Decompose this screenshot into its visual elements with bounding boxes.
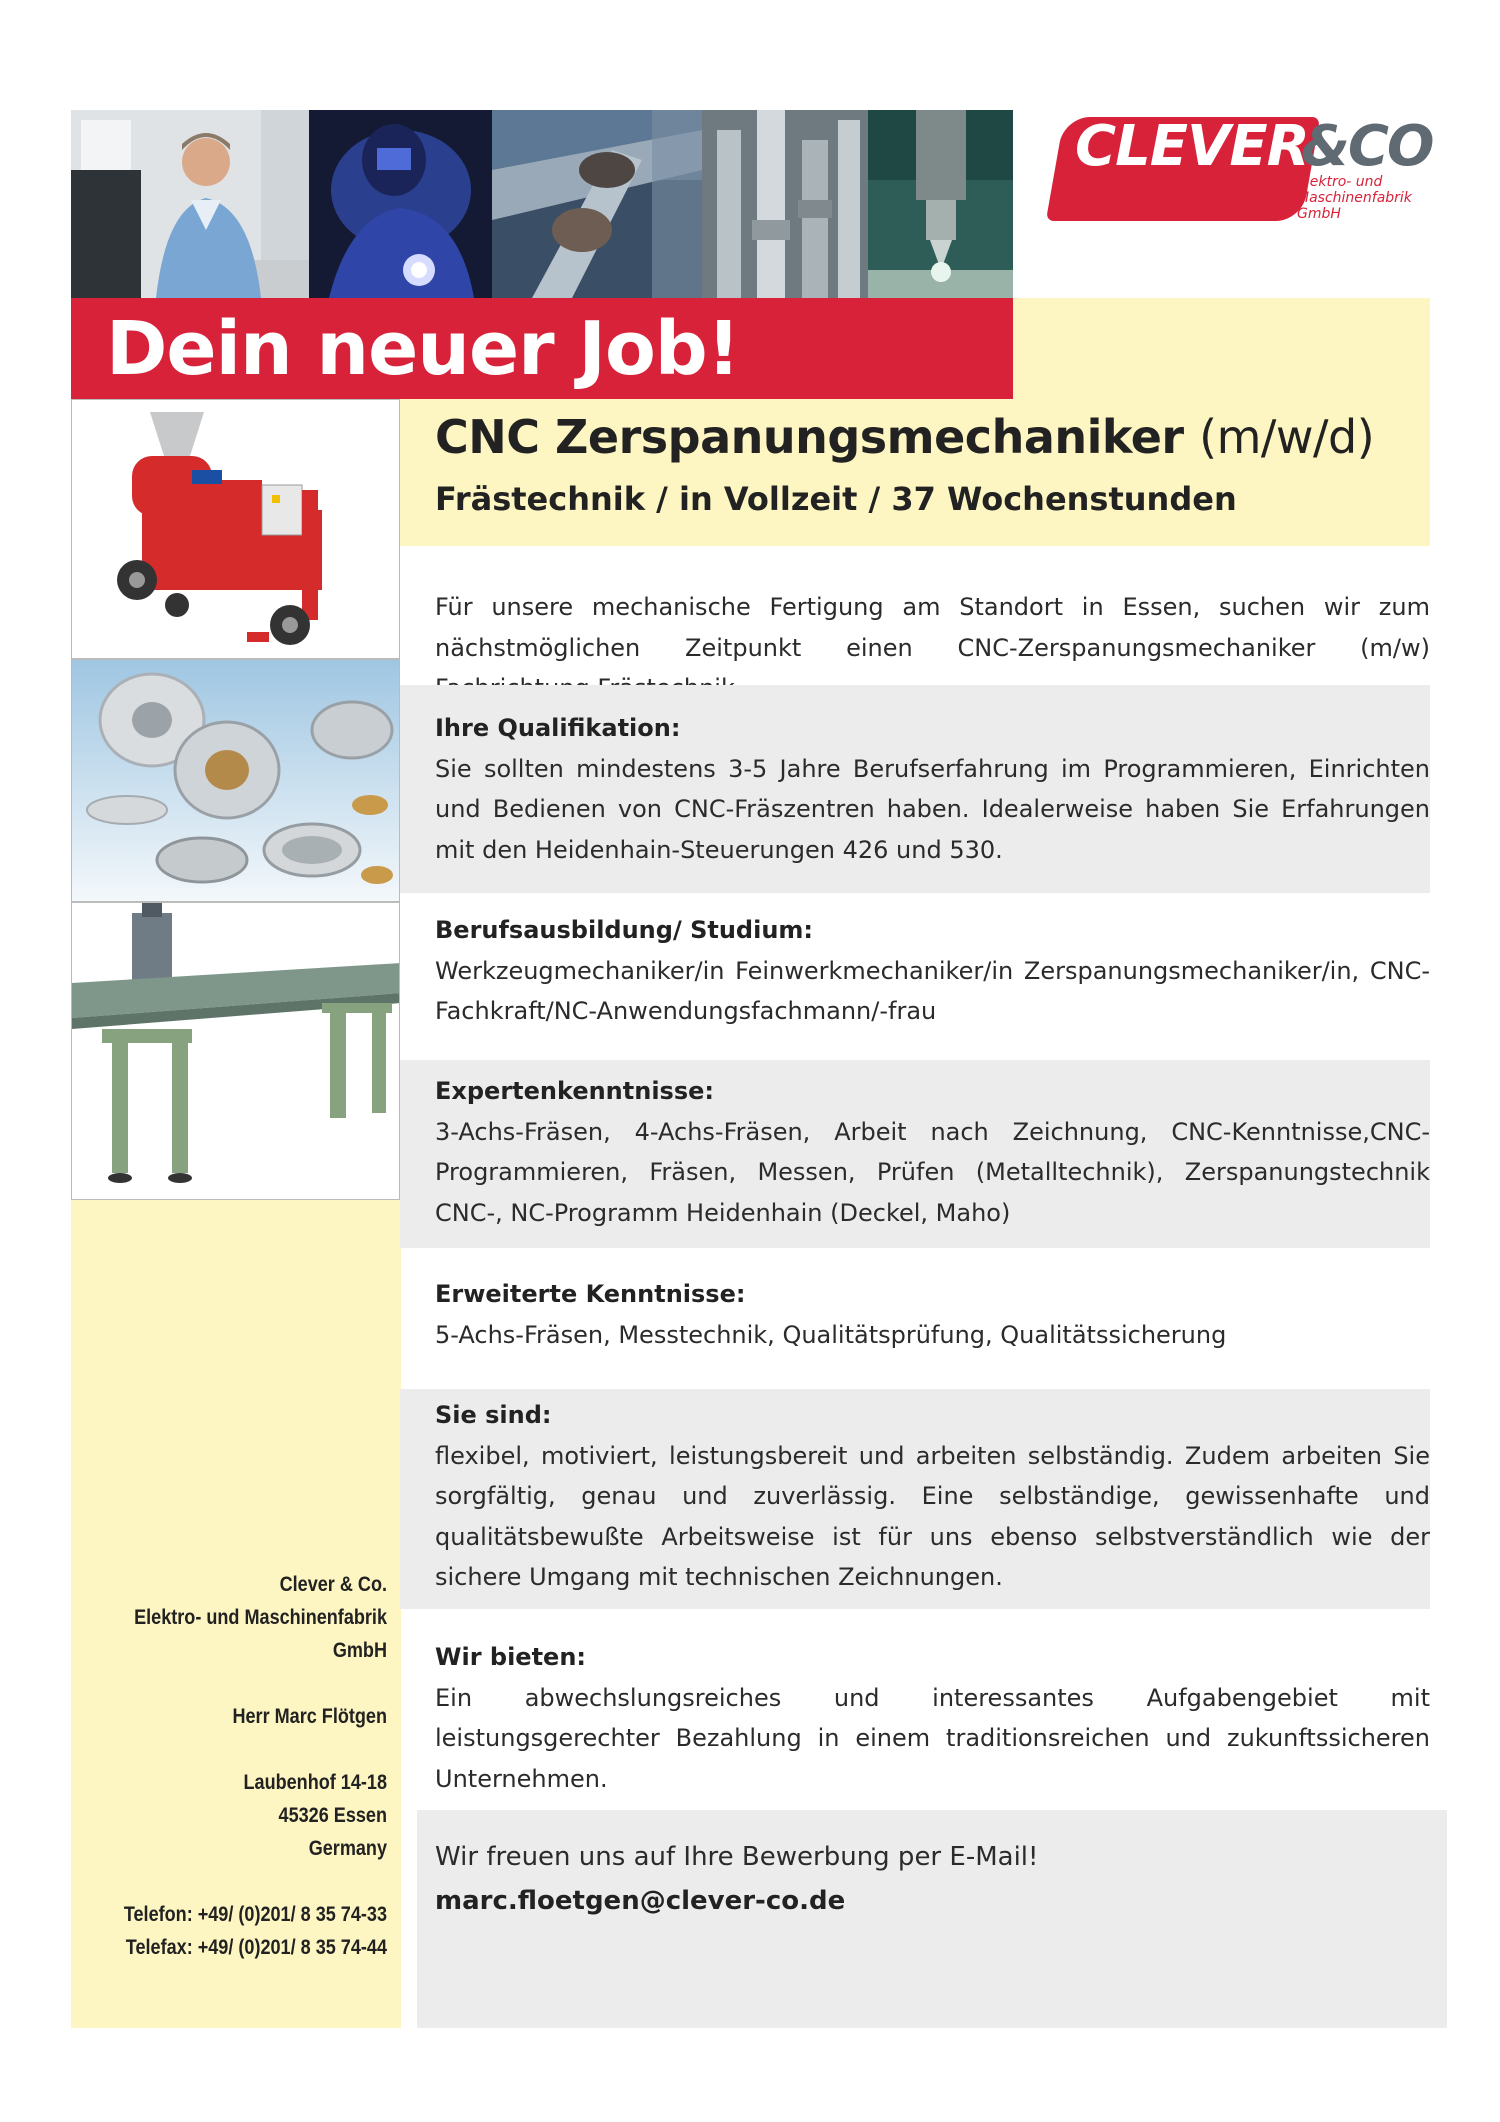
section-we-offer bbox=[435, 1637, 1430, 1799]
address-block bbox=[115, 1568, 387, 1964]
section-extended bbox=[435, 1274, 1430, 1355]
address-fax: Telefax: +49/ (0)201/ 8 35 74-44 bbox=[125, 1936, 388, 1959]
address-street: Laubenhof 14-18 bbox=[243, 1771, 387, 1794]
section-expert bbox=[435, 1071, 1430, 1233]
address-company-name: Clever & Co. bbox=[279, 1573, 387, 1596]
address-country: Germany bbox=[308, 1837, 387, 1860]
job-subtitle: Frästechnik / in Vollzeit / 37 Wochenstunden bbox=[435, 480, 1237, 518]
logo-sub-line2: Maschinenfabrik bbox=[1297, 190, 1412, 206]
section-heading: Sie sind: bbox=[435, 1401, 552, 1429]
apply-line: Wir freuen uns auf Ihre Bewerbung per E-Mail! bbox=[435, 1842, 1039, 1872]
yellow-header-panel bbox=[1013, 298, 1430, 399]
address-phone: Telefon: +49/ (0)201/ 8 35 74-33 bbox=[123, 1903, 388, 1926]
address-company-form: GmbH bbox=[332, 1639, 387, 1662]
section-text: Sie sollten mindestens 3-5 Jahre Berufserfahrung im Programmieren, Einrichten und Bedienen von CNC-Fräszentren haben. Idealerweise haben Sie Erfahrungen mit den Heidenhain-Steuerungen 426 und 530. bbox=[435, 754, 1430, 864]
apply-email-link[interactable]: marc.floetgen@clever-co.de bbox=[435, 1886, 846, 1916]
section-text: Ein abwechslungsreiches und interessantes Aufgabengebiet mit leistungsgerechter Bezahlung in einem traditionsreichen und zukunftssicheren Unternehmen. bbox=[435, 1683, 1430, 1793]
title-banner bbox=[71, 298, 1013, 399]
banner-text: Dein neuer Job! bbox=[106, 306, 740, 392]
logo-word: CLEVER bbox=[1075, 114, 1309, 179]
section-qualification bbox=[435, 708, 1430, 870]
section-heading: Berufsausbildung/ Studium: bbox=[435, 916, 814, 944]
logo-sub-line1: Elektro- und bbox=[1297, 174, 1383, 190]
photo-metal-hands bbox=[492, 110, 702, 298]
address-contact: Herr Marc Flötgen bbox=[232, 1705, 387, 1728]
photo-metal-parts bbox=[702, 110, 868, 298]
section-text: 3-Achs-Fräsen, 4-Achs-Fräsen, Arbeit nach Zeichnung, CNC-Kenntnisse,CNC-Programmieren, Fräsen, Messen, Prüfen (Metalltechnik), Zerspanungstechnik CNC-, NC-Programm Heidenhain (Deckel, Maho) bbox=[435, 1117, 1430, 1227]
section-text: Werkzeugmechaniker/in Feinwerkmechaniker/in Zerspanungsmechaniker/in, CNC-Fachkraft/NC-Anwendungsfachmann/-frau bbox=[435, 956, 1430, 1025]
image-machine-red bbox=[71, 399, 400, 659]
photo-cnc-spindle bbox=[868, 110, 1013, 298]
image-conveyor bbox=[71, 902, 400, 1200]
section-heading: Expertenkenntnisse: bbox=[435, 1077, 714, 1105]
logo-subtitle bbox=[1297, 174, 1412, 222]
job-title bbox=[435, 410, 1374, 464]
photo-welder bbox=[309, 110, 492, 298]
intro-text: Für unsere mechanische Fertigung am Standort in Essen, suchen wir zum nächstmöglichen Zeitpunkt einen CNC-Zerspanungsmechaniker (m/w) bbox=[435, 593, 1430, 662]
address-city: 45326 Essen bbox=[278, 1804, 387, 1827]
section-education bbox=[435, 910, 1430, 1032]
section-heading: Erweiterte Kenntnisse: bbox=[435, 1280, 746, 1308]
photo-office-man bbox=[71, 110, 309, 298]
company-logo bbox=[1055, 112, 1435, 224]
section-text: flexibel, motiviert, leistungsbereit und arbeiten selbständig. Zudem arbeiten Sie sorgfältig, genau und zuverlässig. Eine selbständige, gewissenhafte und qualitätsbewußte Arbeitsweise ist für uns ebenso selbstverständlich wie der sichere Umgang mit technischen Zeichnungen. bbox=[435, 1441, 1430, 1591]
job-title-gender: (m/w/d) bbox=[1199, 410, 1375, 464]
section-heading: Wir bieten: bbox=[435, 1643, 587, 1671]
section-you-are bbox=[435, 1395, 1430, 1598]
logo-amp-co: &CO bbox=[1301, 114, 1433, 179]
image-metal-rings bbox=[71, 659, 400, 902]
section-text: 5-Achs-Fräsen, Messtechnik, Qualitätsprüfung, Qualitätssicherung bbox=[435, 1320, 1227, 1349]
job-title-text: CNC Zerspanungsmechaniker bbox=[435, 410, 1184, 464]
logo-sub-line3: GmbH bbox=[1297, 206, 1341, 222]
address-company-type: Elektro- und Maschinenfabrik bbox=[134, 1606, 387, 1629]
section-heading: Ihre Qualifikation: bbox=[435, 714, 681, 742]
